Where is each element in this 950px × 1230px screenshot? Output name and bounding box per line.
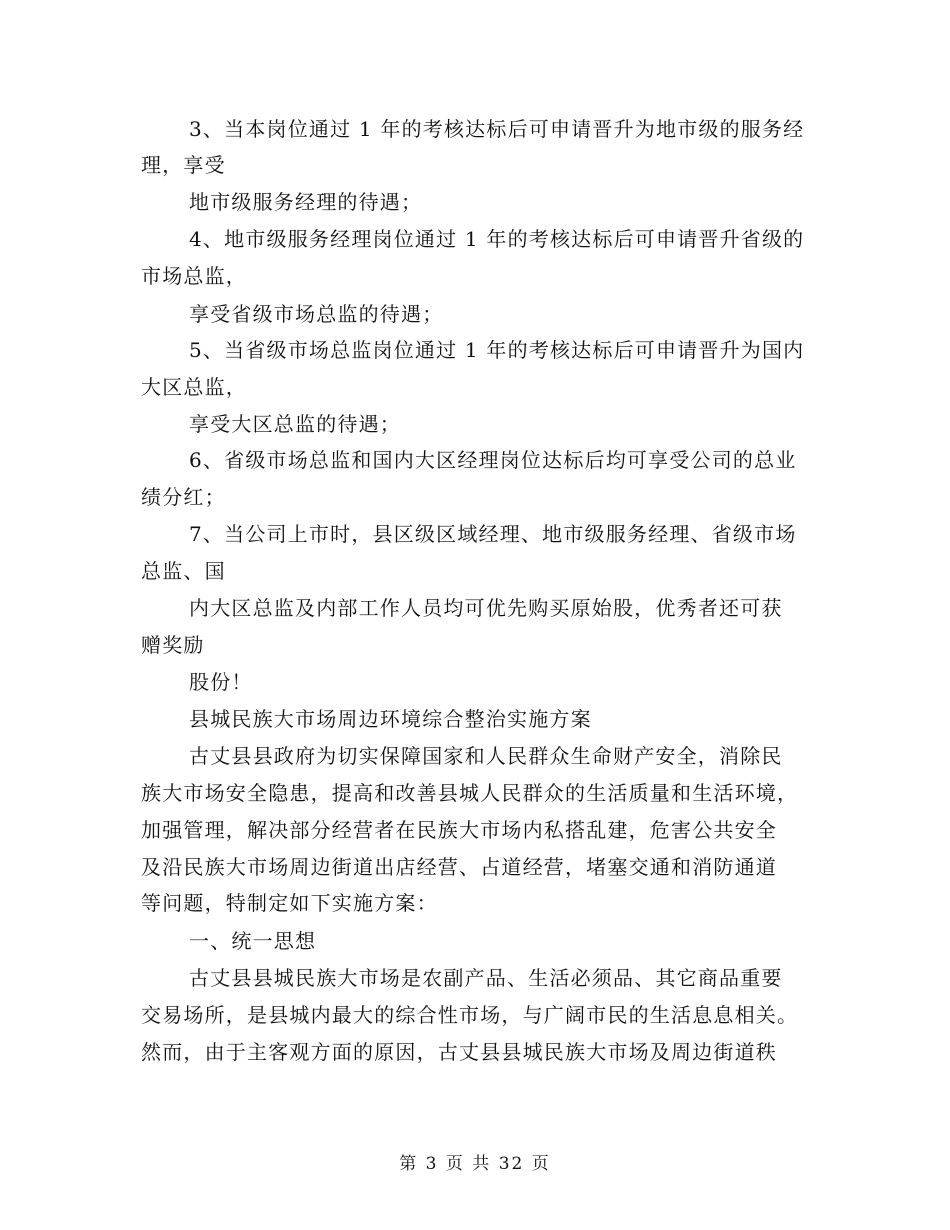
text-line: 及沿民族大市场周边街道出店经营、占道经营，堵塞交通和消防通道	[141, 855, 777, 879]
text-line: 然而，由于主客观方面的原因，古丈县县城民族大市场及周边街道秩	[141, 1040, 777, 1064]
text-line: 赠奖励	[141, 633, 205, 657]
text-line: 享受省级市场总监的待遇；	[189, 302, 444, 326]
text-line: 内大区总监及内部工作人员均可优先购买原始股，优秀者还可获	[189, 596, 783, 620]
text-line: 3、当本岗位通过 1 年的考核达标后可申请晋升为地市级的服务经	[189, 117, 805, 141]
text-line: 地市级服务经理的待遇；	[189, 190, 423, 214]
text-line: 族大市场安全隐患，提高和改善县城人民群众的生活质量和生活环境，	[141, 781, 799, 805]
text-line: 股份！	[189, 670, 253, 694]
page-number-footer: 第 3 页 共 32 页	[399, 1154, 551, 1174]
text-line: 绩分红；	[141, 485, 226, 509]
text-line: 加强管理，解决部分经营者在民族大市场内私搭乱建，危害公共安全	[141, 818, 777, 842]
text-line: 等问题，特制定如下实施方案：	[141, 891, 438, 915]
text-line: 7、当公司上市时，县区级区域经理、地市级服务经理、省级市场	[189, 522, 797, 546]
text-line: 6、省级市场总监和国内大区经理岗位达标后均可享受公司的总业	[189, 448, 797, 472]
text-line: 理，享受	[141, 153, 226, 177]
text-line: 享受大区总监的待遇；	[189, 412, 401, 436]
text-line: 古丈县县城民族大市场是农副产品、生活必须品、其它商品重要	[189, 966, 783, 990]
text-line: 大区总监，	[141, 375, 247, 399]
text-line: 市场总监，	[141, 264, 247, 288]
text-line: 4、地市级服务经理岗位通过 1 年的考核达标后可申请晋升省级的	[189, 227, 805, 251]
section-heading: 一、统一思想	[189, 929, 317, 953]
text-line: 交易场所，是县城内最大的综合性市场，与广阔市民的生活息息相关。	[141, 1003, 799, 1027]
text-line: 古丈县县政府为切实保障国家和人民群众生命财产安全，消除民	[189, 744, 783, 768]
section-title: 县城民族大市场周边环境综合整治实施方案	[189, 707, 592, 731]
text-line: 总监、国	[141, 559, 226, 583]
text-line: 5、当省级市场总监岗位通过 1 年的考核达标后可申请晋升为国内	[189, 338, 805, 362]
